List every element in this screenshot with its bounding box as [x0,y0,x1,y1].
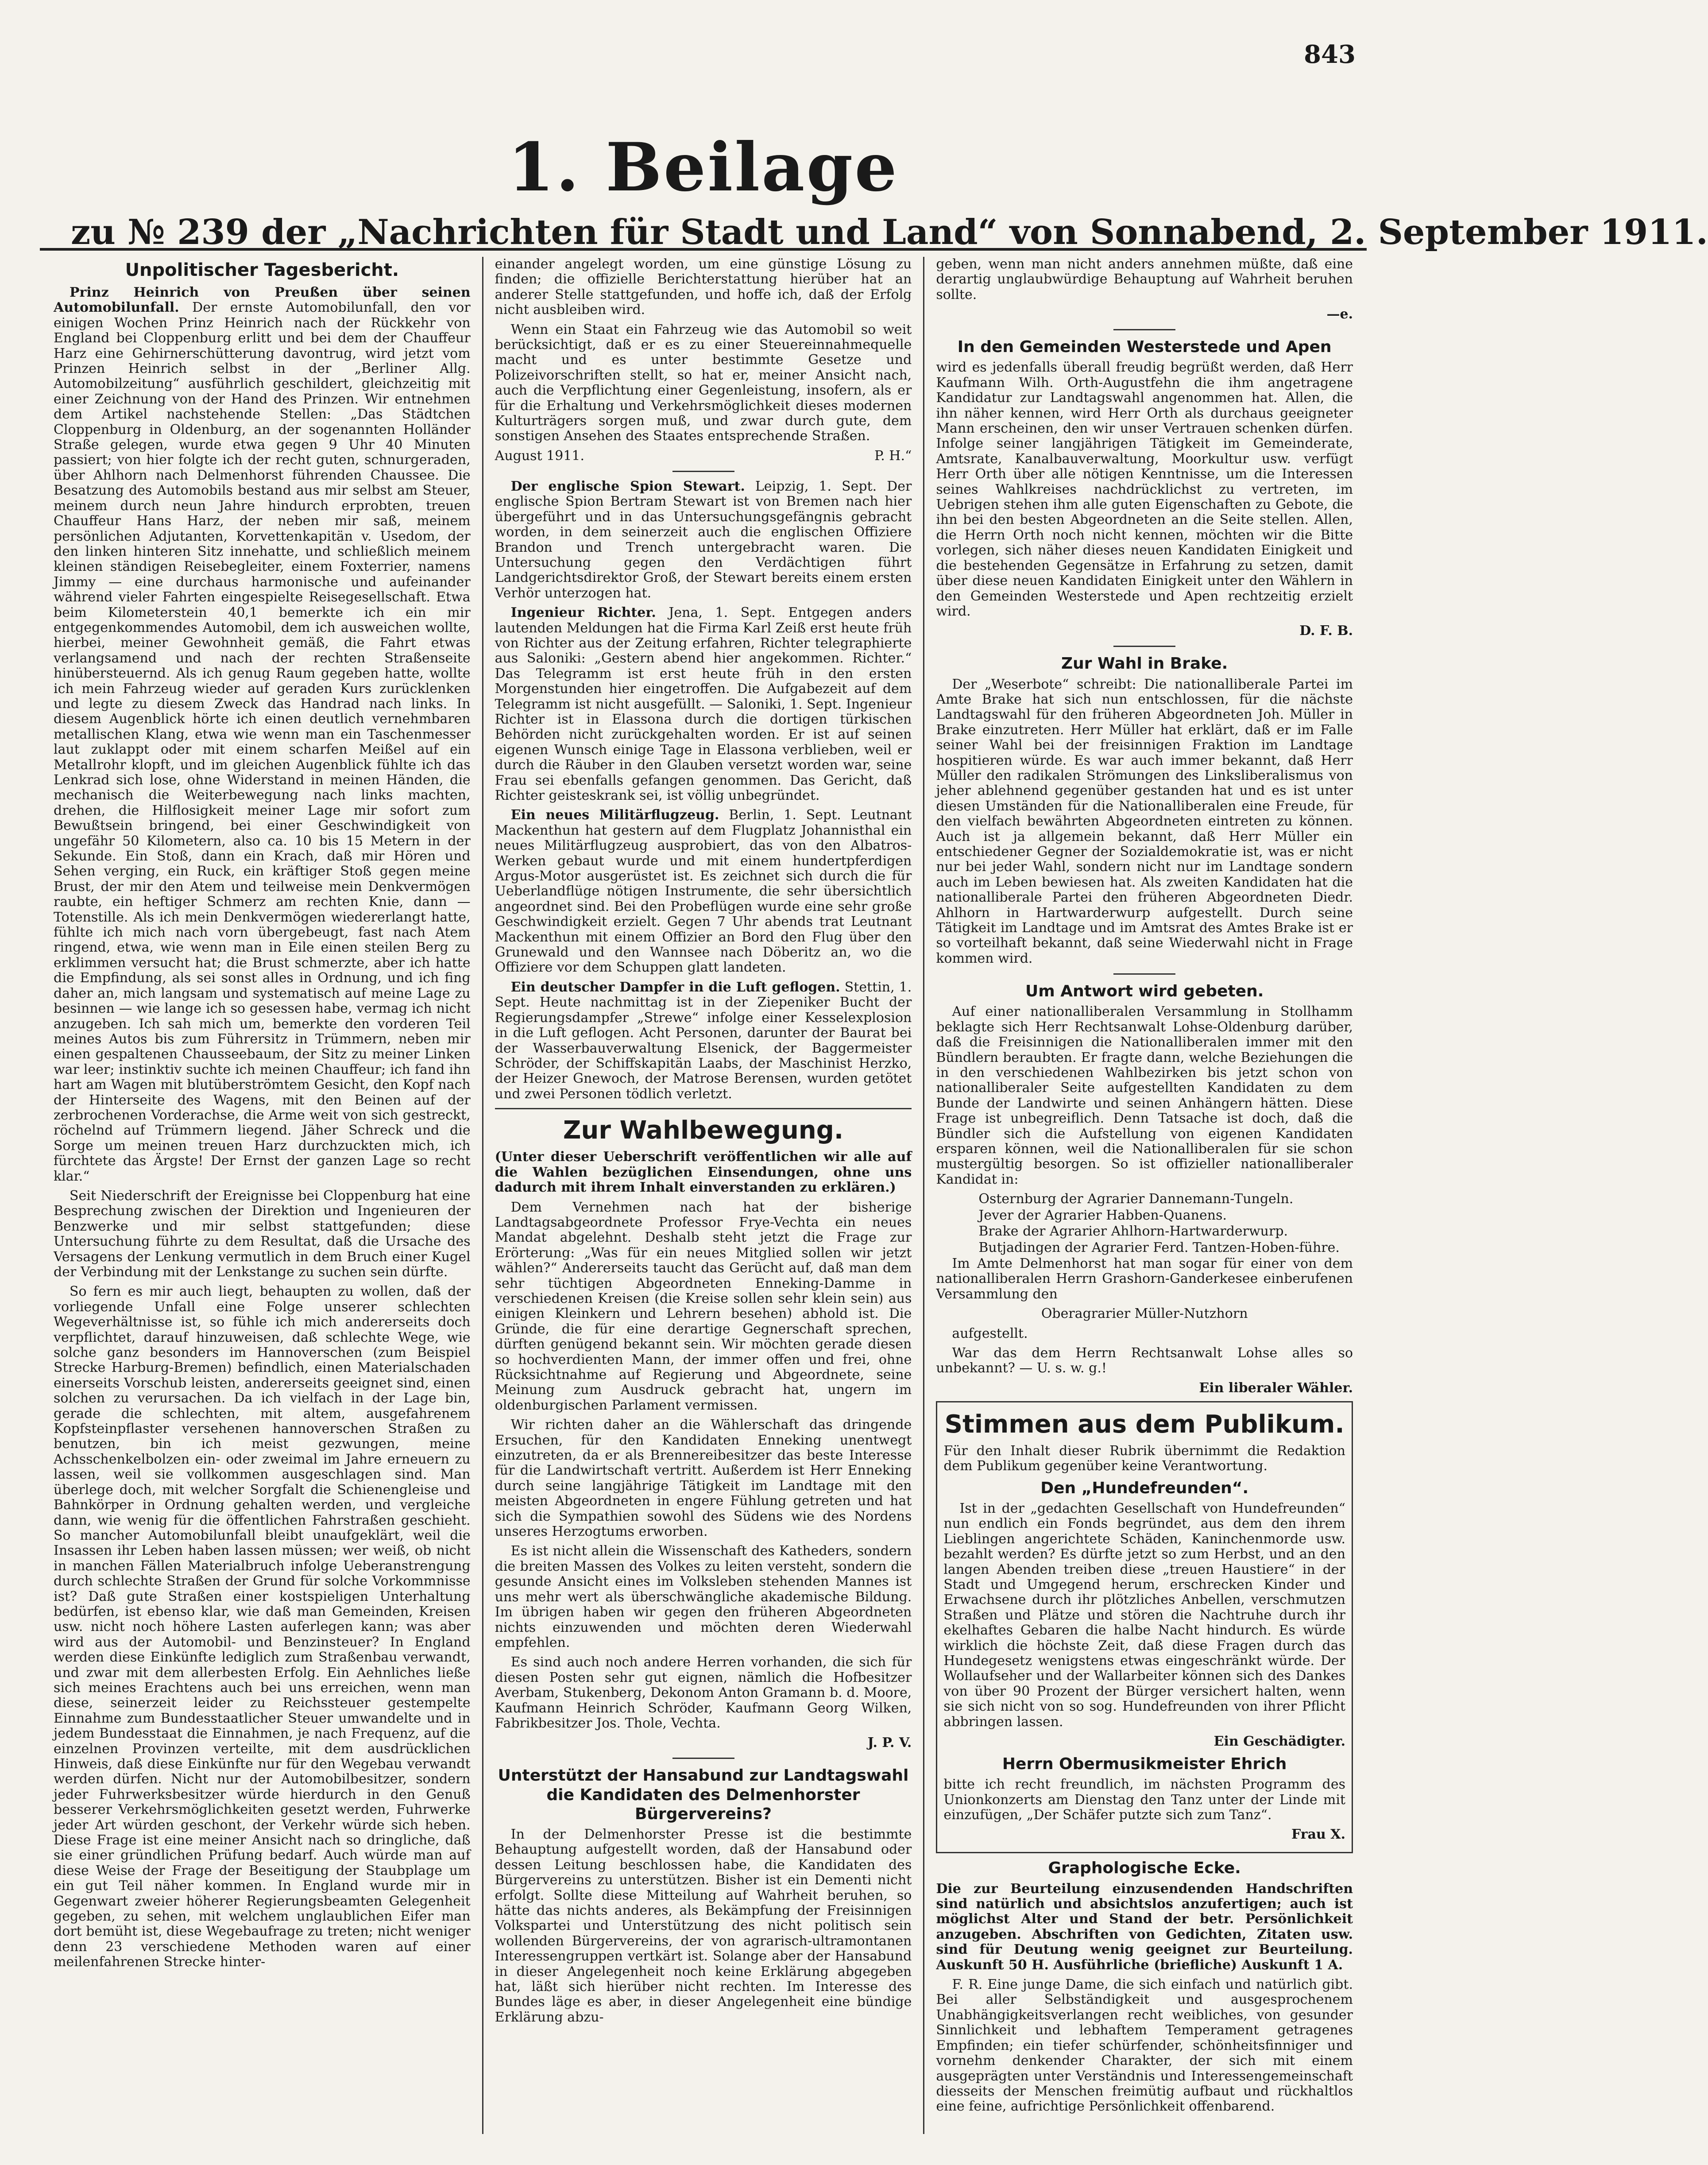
list-item: Butjadingen der Agrarier Ferd. Tantzen-Hoben-führe. [978,1239,1340,1255]
separator [495,1108,912,1109]
article-paragraph [54,285,471,1184]
editorial-note: (Unter dieser Ueberschrift veröffentlichen wir alle auf die Wahlen bezüglichen Einsendungen, ohne uns dadurch mit ihrem Inhalt einverstanden zu erklären.) [495,1149,912,1196]
news-item [495,605,912,803]
article-paragraph: geben, wenn man nicht anders annehmen müßte, daß eine derartig unglaubwürdige Behauptung auf Wahrheit beruhen sollte. [936,256,1353,302]
separator [1113,973,1175,975]
news-item [495,980,912,1102]
article-signature: Frau X. [1291,1827,1346,1843]
list-item: Osternburg der Agrarier Dannemann-Tungeln. [978,1191,1294,1207]
editorial-note: Für den Inhalt dieser Rubrik übernimmt die Redaktion dem Publikum gegenüber keine Verantwortung. [943,1443,1346,1474]
news-lead: Ein deutscher Dampfer in die Luft geflogen. [510,979,840,995]
heading-westerstede: In den Gemeinden Westerstede und Apen [957,338,1332,356]
masthead-rule [40,248,1367,251]
separator [1113,646,1175,647]
masthead-title: 1. Beilage [508,128,899,206]
masthead-subtitle: zu № 239 der „Nachrichten für Stadt und Land“ von Sonnabend, 2. September 1911. [71,212,1708,252]
article-paragraph: F. R. Eine junge Dame, die sich einfach und natürlich gibt. Bei aller Selbständigkeit und ausgesprochenem Unabhängigkeitsverlangen recht weibliches, von gesunder Sinnlichkeit und lebhaftem Temperament getragenes Empfinden; ein tiefer schürfender, schönheitsfinniger und vornehm denkender Charakter, der sich mit einem ausgeprägten unter Verständnis und Interessengemeinschaft diesseits der Menschen freimütig aufbaut und rückhaltlos eine feine, aufrichtige Persönlichkeit offenbarend. [936,1977,1353,2115]
news-text: Berlin, 1. Sept. Leutnant Mackenthun hat gestern auf dem Flugplatz Johannisthal ein neues Militärflugzeug ausprobiert, das von den Albatros-Werken gebaut wurde und mit einem hundertpferdigen Argus-Motor ausgerüstet ist. Es zeichnet sich durch die für Ueberlandflüge nötigen Instrumente, die sehr übersichtlich angeordnet sind. Bei den Probeflügen wurde eine sehr große Geschwindigkeit erzielt. Gegen 7 Uhr abends trat Leutnant Mackenthun mit einem Offizier an Bord den Flug über den Grunewald und den Wannsee nach Döberitz an, wo die Offiziere vor dem Schuppen glatt landeten. [495,807,912,976]
candidate-list [936,1192,1353,1255]
heading-wahlbewegung: Zur Wahlbewegung. [563,1116,844,1145]
article-paragraph: Wenn ein Staat ein Fahrzeug wie das Automobil so weit berücksichtigt, daß er es zu einer Steuereinnahmequelle macht und es unter bestimmte Gesetze und Polizeivorschriften stellt, so hat er, meiner Ansicht nach, auch die Verpflichtung einer Gegenleistung, insofern, als er für die Erhaltung und Verkehrsmöglichkeit dieses modernen Kulturträgers sorgen muß, und zwar durch gute, dem sonstigen Ansehen des Staates entsprechende Straßen. [495,321,912,444]
article-paragraph: In der Delmenhorster Presse ist die bestimmte Behauptung aufgestellt worden, daß der Hansabund oder dessen Leitung beschlossen habe, die Kandidaten des Bürgervereins zu unterstützen. Bisher ist ein Dementi nicht erfolgt. Sollte diese Mitteilung auf Wahrheit beruhen, so hätte das nichts anderes, als Bekämpfung der Freisinnigen Volkspartei und Unterstützung des nicht politisch sein wollenden Bürgervereins, der von agrarisch-ultramontanen Interessengruppen vertkärt ist. Solange aber der Hansabund in dieser Angelegenheit noch keine Erklärung abgegeben hat, läßt sich hierüber nicht rechten. Im Interesse des Bundes läge es aber, in dieser Angelegenheit eine bündige Erklärung abzu- [495,1826,912,2025]
article-lead: Prinz Heinrich von Preußen über seinen Automobilunfall. [54,285,471,316]
column-3 [923,257,1364,2134]
editorial-note: Die zur Beurteilung einzusendenden Handschriften sind natürlich und absichtslos anzufertigen; auch ist möglichst Alter und Stand der betr. Persönlichkeit anzugeben. Abschriften von Gedichten, Zitaten usw. sind für Deutung wenig geeignet zur Beurteilung. Auskunft 50 H. Ausführliche (briefliche) Auskunft 1 A. [936,1881,1353,1973]
list-item: Jever der Agrarier Habben-Quanens. [978,1207,1227,1223]
heading-antwort: Um Antwort wird gebeten. [1025,982,1264,1001]
article-paragraph: Auf einer nationalliberalen Versammlung in Stollhamm beklagte sich Herr Rechtsanwalt Lohse-Oldenburg darüber, daß die Freisinnigen die Nationalliberalen immer mit den Bündlern beraubten. Er fragte dann, welche Beziehungen die in den verschiedenen Wahlbezirken bis jetzt schon von nationalliberaler Seite aufgestellten Kandidaten zu dem Bunde der Landwirte und seinen Anhängern hätten. Diese Frage ist unbegreiflich. Denn Tatsache ist doch, daß die Bündler sich die Aufstellung von eigenen Kandidaten ersparen können, weil die Nationalliberalen für sie schon mustergültig besorgen. So ist offizieller nationalliberaler Kandidat in: [936,1004,1353,1187]
article-signature: Ein liberaler Wähler. [1199,1380,1353,1396]
publikum-section [936,1401,1353,1854]
article-signature: Ein Geschädigter. [1213,1734,1346,1750]
separator [672,1758,734,1759]
separator [672,471,734,472]
article-dateline [495,449,912,464]
list-item: Oberagrarier Müller-Nutzhorn [1041,1306,1248,1322]
article-paragraph: wird es jedenfalls überall freudig begrüßt werden, daß Herr Kaufmann Wilh. Orth-Augustfehn die ihm angetragene Kandidatur zur Landtagswahl angenommen hat. Allen, die ihn näher kennen, wird Herr Orth als durchaus geeigneter Mann erscheinen, den wir unser Vertrauen schenken dürfen. Infolge seiner langjährigen Tätigkeit im Gemeinderate, Amtsrate, Kanalbauverwaltung, Moorkultur usw. verfügt Herr Orth über alle nötigen Kenntnisse, um die Interessen seines Wahlkreises nachdrücklichst zu vertreten, im Uebrigen stehen ihm alle guten Eigenschaften zu Gebote, die ihn bei den besten Abgeordneten an die Seite stellen. Allen, die Herrn Orth noch nicht kennen, möchten wir die Bitte vorlegen, sich näher dieses neuen Kandidaten Einigkeit und die bestehenden Gegensätze in Erfahrung zu setzen, damit über diese neuen Kandidaten Einigkeit unter den Wählern in den Gemeinden Westerstede und Apen rechtzeitig erzielt wird. [936,360,1353,619]
separator [1113,329,1175,330]
news-item [495,479,912,601]
news-text: Stettin, 1. Sept. Heute nachmittag ist in der Ziepeniker Bucht der Regierungsdampfer „Strewe“ infolge einer Kesselexplosion in die Luft geflogen. Acht Personen, darunter der Baurat bei der Wasserbauverwaltung Elsenick, der Baggermeister Schröder, der Schiffskapitän Laabs, der Maschinist Herzko, der Heizer Gnewoch, der Matrose Berensen, wurden getötet und zwei Personen tödlich verletzt. [495,979,912,1102]
article-paragraph: Wir richten daher an die Wählerschaft das dringende Ersuchen, für den Kandidaten Enneking unentwegt einzutreten, da er als Brennereibesitzer das beste Interesse für die Landwirtschaft vertritt. Außerdem ist Herr Enneking durch seine langjährige Tätigkeit im Landtage mit den meisten Abgeordneten in engere Fühlung getreten und hat sich die Sympathien sowohl des Südens wie des Nordens unseres Herzogtums erworben. [495,1417,912,1540]
article-paragraph: bitte ich recht freundlich, im nächsten Programm des Unionkonzerts am Dienstag den Tanz unter der Linde mit einzufügen, „Der Schäfer putzte sich zum Tanz“. [943,1777,1346,1823]
news-text: Leipzig, 1. Sept. Der englische Spion Bertram Stewart ist von Bremen nach hier übergeführt und in das Untersuchungsgefängnis gebracht worden, in dem seinerzeit auch die englischen Offiziere Brandon und Trench untergebracht waren. Die Untersuchung gegen den Verdächtigen führt Landgerichtsdirektor Groß, der Stewart bereits einem ersten Verhör unterzogen hat. [495,478,912,601]
column-2 [482,257,924,2134]
heading-brake: Zur Wahl in Brake. [1061,655,1228,673]
article-paragraph: So fern es mir auch liegt, behaupten zu wollen, daß der vorliegende Unfall eine Folge unserer schlechten Wegeverhältnisse ist, so fühle ich mich andererseits doch verpflichtet, darauf hinzuweisen, daß schlechte Wege, wie solche ganz besonders im Hannoverschen (zum Beispiel Strecke Harburg-Bremen) befindlich, einen Materialschaden einerseits Vorschub leisten, andererseits geeignet sind, einen solchen zu verursachen. Da ich vielfach in der Lage bin, gerade die schlechten, mit altem, ausgefahrenem Kopfsteinpflaster versehenen hannoverschen Straßen zu benutzen, bin ich meist gezwungen, meine Achsschenkelbolzen ein- oder zweimal im Jahre erneuern zu lassen, weil sie vollkommen ausgeschlagen sind. Man überlege doch, mit welcher Sorgfalt die Schienengleise und Bahnkörper in Ordnung gehalten werden, und vergleiche dann, wie wenig für die öffentlichen Fahrstraßen geschieht. So mancher Automobilunfall bleibt unaufgeklärt, weil die Insassen ihr Leben haben lassen müssen; wer weiß, ob nicht in manchen Fällen Materialbruch infolge Ueberanstrengung durch schlechte Straßen der Grund für solche Vorkommnisse ist? Daß gute Straßen einer kostspieligen Unterhaltung bedürfen, ist ebenso klar, wie daß man Gemeinden, Kreisen usw. nicht noch höhere Lasten auferlegen kann; was aber wird aus der Automobil- und Benzinsteuer? In England werden diese Einkünfte lediglich zum Straßenbau verwandt, und zwar mit dem allerbesten Erfolg. Ein Aehnliches ließe sich meines Erachtens auch bei uns erreichen, wenn man diese, seinerzeit leider zu Reichssteuer gestempelte Einnahme zum Bundesstaatlicher Steuer umwandelte und in jedem Bundesstaat die Einnahmen, je nach Frequenz, auf die einzelnen Provinzen verteilte, mit dem ausdrücklichen Hinweis, daß diese Einkünfte nur für den Wegebau verwandt werden dürfen. Nicht nur der Automobilbesitzer, sondern jeder Fuhrwerksbesitzer würde hierdurch in den Genuß besserer Verkehrsmöglichkeiten gesetzt werden, Fuhrwerke jeder Art würden geschont, der Verkehr würde sich heben. Diese Frage ist eine meiner Ansicht nach so dringliche, daß sie einer gründlichen Prüfung bedarf. Auch würde man auf diese Weise der Frage der Beseitigung der Staubplage um ein gut Teil näher kommen. In England wurde mir in Gegenwart zweier höherer Regierungsbeamten Gelegenheit gegeben, zu sehen, mit welchem unglaublichen Eifer man dort bemüht ist, diese Wegebaufrage zu treten; nicht weniger denn 23 verschiedene Methoden waren auf einer meilenfahrenen Strecke hinter- [54,1284,471,1970]
column-1 [42,257,482,2134]
news-lead: Der englische Spion Stewart. [510,478,745,494]
article-paragraph: Dem Vernehmen nach hat der bisherige Landtagsabgeordnete Professor Frye-Vechta ein neues Mandat abgelehnt. Deshalb steht jetzt die Frage zur Erörterung: „Was für ein neues Mitglied sollen wir jetzt wählen?“ Andererseits taucht das Gerücht auf, daß man dem sehr tüchtigen Abgeordneten Enneking-Damme in verschiedenen Kreisen (die Kreise sollen sehr klein sein) aus einigen Kleinkern und Lehrern besehen) abhold ist. Die Gründe, die für eine derartige Gegnerschaft sprechen, dürften genügend bekannt sein. Wir möchten gerade diesen so hochverdienten Mann, der immer offen und frei, ohne Rücksichtnahme auf Regierung und Abgeordnete, seine Meinung zum Ausdruck gebracht hat, ungern im oldenburgischen Parlament vermissen. [495,1199,912,1413]
article-text: Der ernste Automobilunfall, den vor einigen Wochen Prinz Heinrich nach der Rückkehr von England bei Cloppenburg erlitt und bei dem der Chauffeur Harz eine Gehirnerschütterung davontrug, wird jetzt vom Prinzen Heinrich selbst in der „Berliner Allg. Automobilzeitung“ ausführlich geschildert, gleichzeitig mit einer Zeichnung von der Hand des Prinzen. Wir entnehmen dem Artikel nachstehende Stellen: „Das Städtchen Cloppenburg in Oldenburg, an der sogenannten Holländer Straße gelegen, wurde etwa gegen 9 Uhr 40 Minuten passiert; von hier folgte ich der recht guten, schnurgeraden, über Ahlhorn nach Delmenhorst führenden Chaussee. Die Besatzung des Automobils bestand aus mir selbst am Steuer, meinem durch neun Jahre hindurch erprobten, treuen Chauffeur Hans Harz, der neben mir saß, meinem persönlichen Adjutanten, Korvettenkapitän v. Usedom, der den linken hinteren Sitz innehatte, und schließlich meinem kleinen ständigen Reisebegleiter, einem Foxterrier, namens Jimmy — eine durchaus harmonische und aufeinander während vieler Fahrten eingespielte Reisegesellschaft. Etwa beim Kilometerstein 40,1 bemerkte ich ein mir entgegenkommendes Automobil, dem ich ausweichen wollte, hierbei, meiner Gewohnheit gemäß, die Fahrt etwas verlangsamend und nach der rechten Straßenseite hinübersteuernd. Als ich genug Raum gegeben hatte, wollte ich mein Fahrzeug wieder auf geraden Kurs zurücklenken und legte zu diesem Zweck das Handrad nach links. In diesem Augenblick hörte ich einen deutlich vernehmbaren metallischen Klang, etwa wie wenn man ein Taschenmesser laut zuklappt oder mit einem scharfen Meißel auf ein Metallrohr klopft, und im gleichen Augenblick fühlte ich das Lenkrad sich lose, ohne Widerstand in meinen Händen, die mechanisch die Weiterbewegung nach links machten, drehen, die Hilflosigkeit meiner Lage mir sofort zum Bewußtsein bringend, bei einer Geschwindigkeit von ungefähr 50 Kilometern, also ca. 10 bis 15 Metern in der Sekunde. Ein Stoß, dann ein Krach, daß mir Hören und Sehen verging, ein Ruck, ein kräftiger Stoß gegen meine Brust, der mir den Atem und teilweise mein Denkvermögen raubte, ein heftiger Schmerz am rechten Knie, dann — Totenstille. Als ich mein Denkvermögen wiedererlangt hatte, fühlte ich mich nach vorn übergebeugt, fast nach Atem ringend, etwa, wie wenn man in Eile einen steilen Berg zu erklimmen versucht hat; die Brust schmerzte, aber ich hatte die Empfindung, als sei sonst alles in Ordnung, und ich fing daher an, mich langsam und systematisch auf meine Lage zu besinnen — wie lange ich so gesessen habe, vermag ich nicht anzugeben. Ich sah mich um, bemerkte den vorderen Teil meines Autos bis zum Führersitz in Trümmern, neben mir einen gespaltenen Chausseebaum, der Sitz zu meiner Linken war leer; instinktiv suchte ich meinen Chauffeur; ich fand ihn hart am Wagen mit blutüberströmtem Gesicht, den Kopf nach der Hinterseite des Wagens, mit den Beinen auf der zerbrochenen Vorderachse, die Arme weit von sich gestreckt, röchelnd auf Trümmern liegend. Jäher Schreck und die Sorge um meinen treuen Harz durchzuckten mich, ich fürchtete das Ärgste! Der Ernst der ganzen Lage so recht klar.“ [54,300,471,1184]
masthead [71,128,1708,253]
news-lead: Ein neues Militärflugzeug. [510,807,719,823]
article-paragraph: Ist in der „gedachten Gesellschaft von Hundefreunden“ nun endlich ein Fonds begründet, aus dem den ihrem Lieblingen angerichtete Schäden, Kaninchenmorde usw. bezahlt werden? Es dürfte jetzt so zum Herbst, und an den langen Abenden treiben diese „treuen Haustiere“ in der Stadt und Umgegend herum, erschrecken Kinder und Erwachsene durch ihr plötzliches Anbellen, verschmutzen Straßen und Plätze und stören die Nachtruhe durch ihr ekelhaftes Gebaren die halbe Nacht hindurch. Es würde wirklich die höchste Zeit, daß diese Fragen durch das Hundegesetz wenigstens etwas eingeschränkt würde. Der Wollaufseher und der Wallarbeiter können sich des Dankes von über 90 Prozent der Bürger versichert halten, wenn sie sich nicht von so sog. Hundefreunden von ihrer Pflicht abbringen lassen. [943,1500,1346,1730]
page-number: 843 [1304,40,1356,69]
heading-hansabund: Unterstützt der Hansabund zur Landtagswahl die Kandidaten des Delmenhorster Bürgervereins? [498,1766,909,1823]
heading-hundefreunde: Den „Hundefreunden“. [1040,1479,1249,1497]
article-signature: D. F. B. [1299,623,1353,639]
article-date: August 1911. [495,448,585,464]
article-paragraph: Es sind auch noch andere Herren vorhanden, die sich für diesen Posten sehr gut eignen, nämlich die Hofbesitzer Averbam, Stukenberg, Dekonom Anton Gramann b. d. Moore, Kaufmann Heinrich Schröder, Kaufmann Georg Wilken, Fabrikbesitzer Jos. Thole, Vechta. [495,1654,912,1731]
article-paragraph: einander angelegt worden, um eine günstige Lösung zu finden; die offizielle Berichterstattung hierüber hat an anderer Stelle stattgefunden, und hoffe ich, daß der Erfolg nicht ausbleiben wird. [495,256,912,318]
article-paragraph: Im Amte Delmenhorst hat man sogar für einer von dem nationalliberalen Herrn Grashorn-Ganderkesee einberufenen Versammlung den [936,1255,1353,1302]
article-signature: —e. [1326,306,1353,322]
list-item: Brake der Agrarier Ahlhorn-Hartwarderwurp. [978,1224,1288,1239]
article-paragraph: War das dem Herrn Rechtsanwalt Lohse alles so unbekannt? — U. s. w. g.! [936,1345,1353,1376]
heading-tagesbericht: Unpolitischer Tagesbericht. [125,260,399,280]
article-paragraph: aufgestellt. [952,1325,1028,1341]
news-text: Jena, 1. Sept. Entgegen anders lautenden Meldungen hat die Firma Karl Zeiß erst heute früh von Richter aus der Zeitung erfahren, Richter telegraphierte aus Saloniki: „Gestern abend hier angekommen. Richter.“ Das Telegramm ist erst heute früh in den ersten Morgenstunden hier eingetroffen. Die Aufgabezeit auf dem Telegramm ist nicht ausgefüllt. — Saloniki, 1. Sept. Ingenieur Richter ist in Elassona durch die dortigen türkischen Behörden nicht zurückgehalten worden. Er ist auf seinen eigenen Wunsch einige Tage in Elassona verblieben, weil er durch die Räuber in den Glauben versetzt worden war, seine Frau sei ebenfalls gefangen genommen. Das Gericht, daß Richter geisteskrank sei, ist völlig unbegründet. [495,605,912,803]
heading-publikum: Stimmen aus dem Publikum. [944,1410,1345,1439]
columns [42,257,1364,2134]
article-paragraph: Seit Niederschrift der Ereignisse bei Cloppenburg hat eine Besprechung zwischen der Direktion und Ingenieuren der Benzwerke und mir selbst stattgefunden; diese Untersuchung führte zu dem Resultat, daß die Ursache des Versagens der Lenkung vermutlich in dem Bruch einer Kugel der Verbindung mit der Lenkstange zu suchen sein dürfte. [54,1188,471,1280]
news-lead: Ingenieur Richter. [510,605,656,621]
article-paragraph: Es ist nicht allein die Wissenschaft des Katheders, sondern die breiten Massen des Volkes zu leiten versteht, sondern die gesunde Ansicht eines im Volksleben stehenden Mannes ist uns mehr wert als überschwängliche akademische Bildung. Im übrigen haben wir gegen den früheren Abgeordneten nichts einzuwenden und möchten deren Wiederwahl empfehlen. [495,1543,912,1650]
article-paragraph: Der „Weserbote“ schreibt: Die nationalliberale Partei im Amte Brake hat sich nun entschlossen, für die nächste Landtagswahl für den früheren Abgeordneten Joh. Müller in Brake einzutreten. Herr Müller hat erklärt, daß er im Falle seiner Wahl bei der freisinnigen Fraktion im Landtage hospitieren würde. Es war auch immer bekannt, daß Herr Müller den radikalen Strömungen des Linksliberalismus von jeher ablehnend gegenüber gestanden hat und es ist unter diesen Umständen für die Nationalliberalen eine Freude, für den vielfach bewährten Abgeordneten eintreten zu können. Auch ist ja allgemein bekannt, daß Herr Müller ein entschiedener Gegner der Sozialdemokratie ist, was er nicht nur bei jeder Wahl, sondern nicht nur im Landtage sondern auch im Leben bewiesen hat. Als zweiten Kandidaten hat die nationalliberale Partei den früheren Abgeordneten Diedr. Ahlhorn in Hartwarderwurp aufgestellt. Durch seine Tätigkeit im Landtage und im Amtsrat des Amtes Brake ist er so vorteilhaft bekannt, daß seine Wiederwahl nicht in Frage kommen wird. [936,676,1353,966]
article-signature: J. P. V. [867,1735,912,1751]
heading-graphologie: Graphologische Ecke. [1048,1859,1241,1878]
article-signature: P. H.“ [874,448,912,464]
heading-ehrich: Herrn Obermusikmeister Ehrich [1002,1755,1287,1774]
news-item [495,808,912,975]
